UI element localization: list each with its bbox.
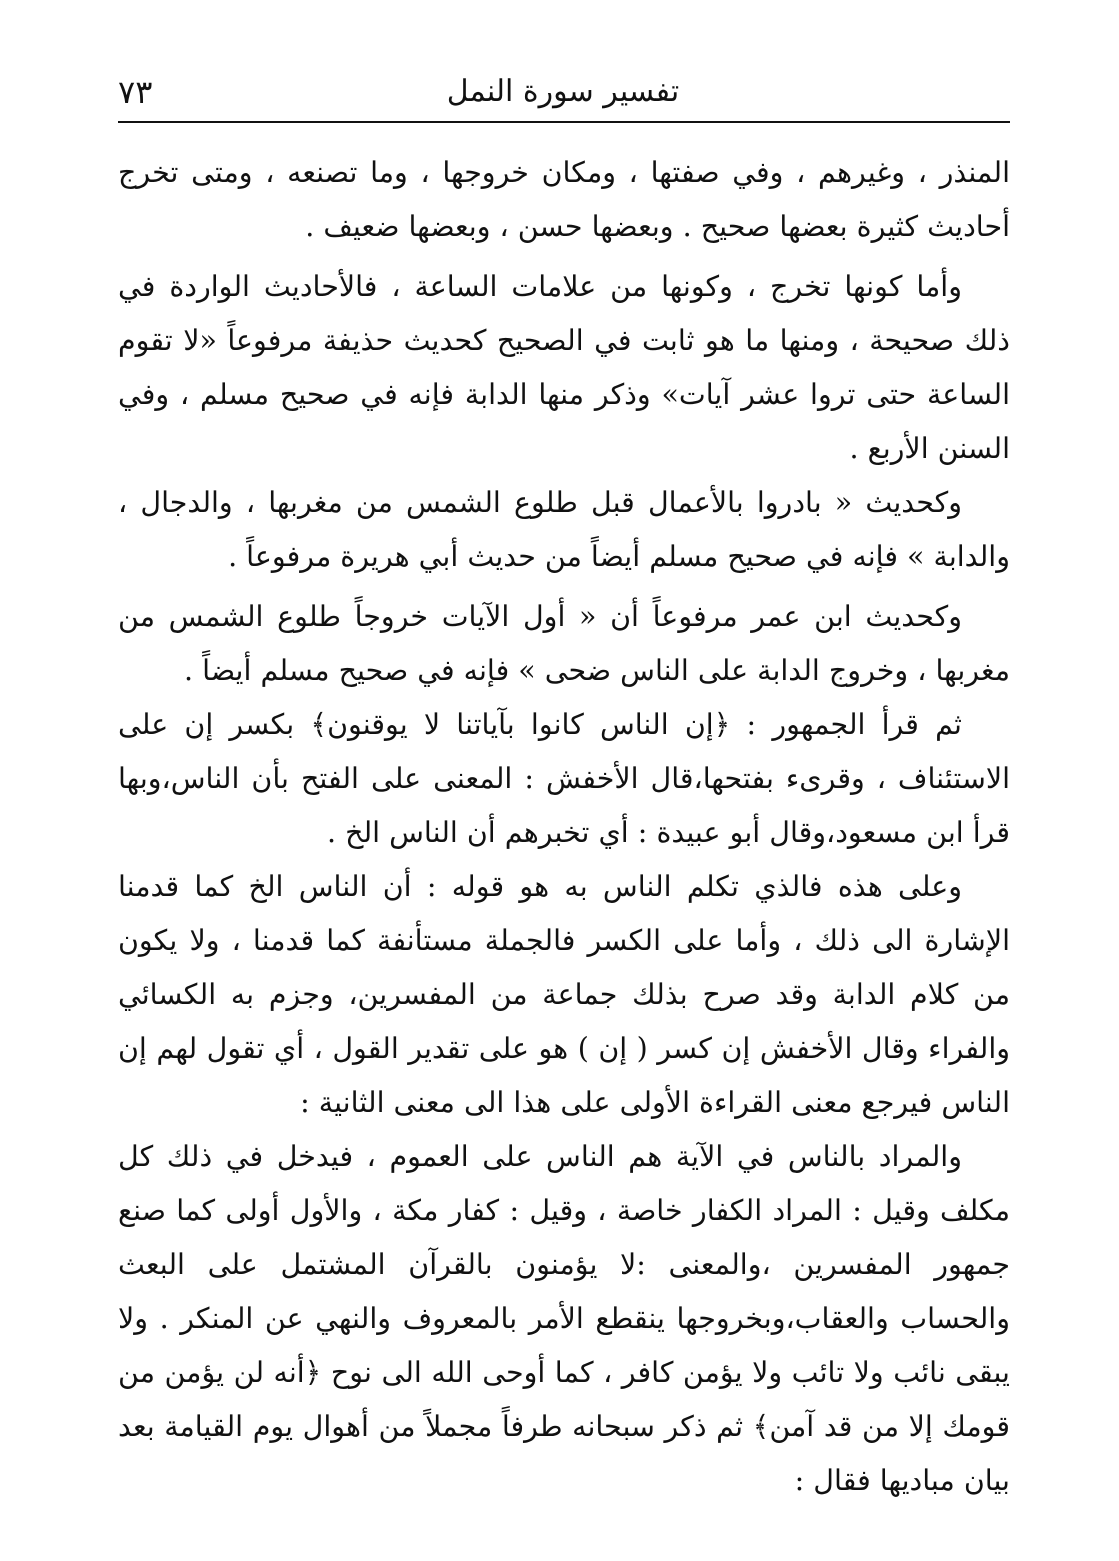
body-text (118, 146, 1010, 1508)
header-divider (118, 121, 1010, 123)
page-number: ٧٣ (118, 73, 153, 111)
paragraph-6: وعلى هذه فالذي تكلم الناس به هو قوله : أن الناس الخ كما قدمنا الإشارة الى ذلك ، وأما على الكسر فالجملة مستأنفة كما قدمنا ، ولا يكون من كلام الدابة وقد صرح بذلك جماعة من المفسرين، وجزم به الكسائي والفراء وقال الأخفش إن كسر ( إن ) هو على تقدير القول ، أي تقول لهم إن الناس فيرجع معنى القراءة الأولى على هذا الى معنى الثانية : (118, 870, 1010, 1119)
paragraph-7: والمراد بالناس في الآية هم الناس على العموم ، فيدخل في ذلك كل مكلف وقيل : المراد الكفار خاصة ، وقيل : كفار مكة ، والأول أولى كما صنع جمهور المفسرين ،والمعنى :لا يؤمنون بالقرآن المشتمل على البعث والحساب والعقاب،وبخروجها ينقطع الأمر بالمعروف والنهي عن المنكر . ولا يبقى نائب ولا تائب ولا يؤمن كافر ، كما أوحى الله الى نوح ﴿أنه لن يؤمن من قومك إلا من قد آمن﴾ ثم ذكر سبحانه طرفاً مجملاً من أهوال يوم القيامة بعد بيان مباديها فقال : (118, 1140, 1010, 1497)
paragraph-5: ثم قرأ الجمهور : ﴿إن الناس كانوا بآياتنا لا يوقنون﴾ بكسر إن على الاستئناف ، وقرىء بفتحها،قال الأخفش : المعنى على الفتح بأن الناس،وبها قرأ ابن مسعود،وقال أبو عبيدة : أي تخبرهم أن الناس الخ . (118, 708, 1010, 849)
paragraph-1: المنذر ، وغيرهم ، وفي صفتها ، ومكان خروجها ، وما تصنعه ، ومتى تخرج أحاديث كثيرة بعضها صحيح . وبعضها حسن ، وبعضها ضعيف . (118, 156, 1010, 243)
paragraph-3: وكحديث « بادروا بالأعمال قبل طلوع الشمس من مغربها ، والدجال ، والدابة » فإنه في صحيح مسلم أيضاً من حديث أبي هريرة مرفوعاً . (118, 486, 1010, 573)
running-title: تفسير سورة النمل (446, 74, 680, 109)
page-header (118, 72, 1008, 120)
paragraph-2: وأما كونها تخرج ، وكونها من علامات الساعة ، فالأحاديث الواردة في ذلك صحيحة ، ومنها ما هو ثابت في الصحيح كحديث حذيفة مرفوعاً «لا تقوم الساعة حتى تروا عشر آيات» وذكر منها الدابة فإنه في صحيح مسلم ، وفي السنن الأربع . (118, 270, 1010, 465)
paragraph-4: وكحديث ابن عمر مرفوعاً أن « أول الآيات خروجاً طلوع الشمس من مغربها ، وخروج الدابة على الناس ضحى » فإنه في صحيح مسلم أيضاً . (118, 600, 1010, 687)
